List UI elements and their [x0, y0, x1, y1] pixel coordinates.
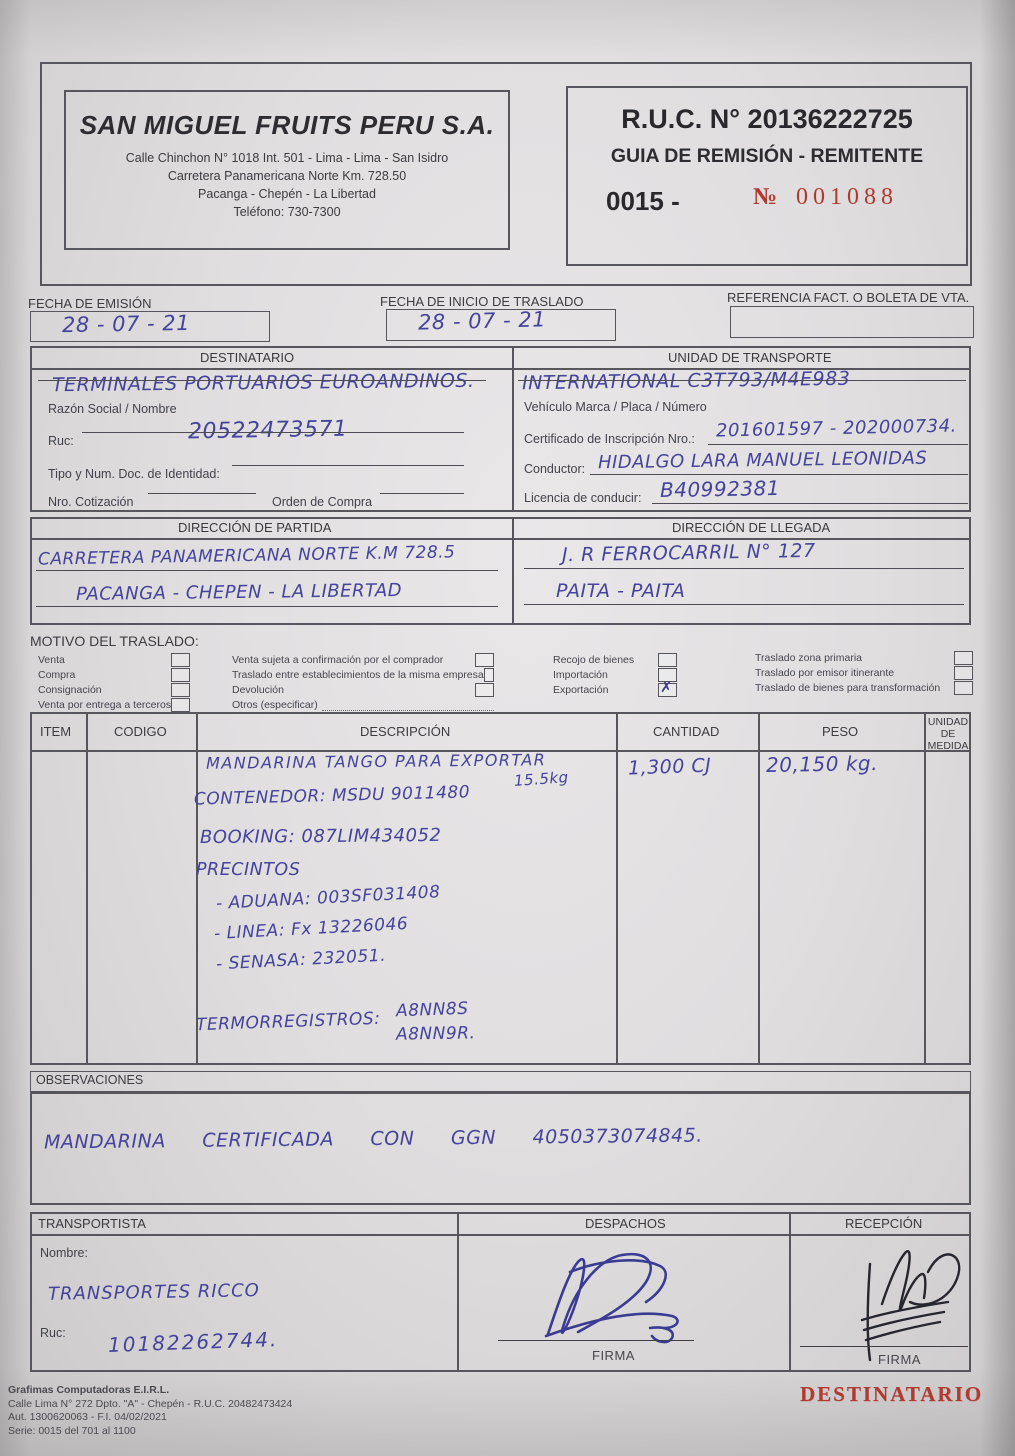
direcciones-header-rule [30, 538, 971, 540]
recepcion-title: RECEPCIÓN [845, 1216, 923, 1231]
ruc-number: R.U.C. N° 20136222725 [621, 104, 913, 134]
partida-line1-value: CARRETERA PANAMERICANA NORTE K.M 728.5 [37, 542, 456, 570]
printer-imprint [8, 1384, 292, 1438]
motivo-option-zona-primaria: Traslado zona primaria [755, 651, 973, 665]
firmas-header-rule [30, 1234, 971, 1236]
licencia-label: Licencia de conducir: [524, 491, 642, 505]
item-descripcion-line2: CONTENEDOR: MSDU 9011480 [193, 782, 471, 810]
venta-terceros-checkbox [171, 698, 190, 712]
despachos-signature [530, 1242, 710, 1352]
doc-identidad-line [232, 465, 464, 466]
company-address-line: Carretera Panamericana Norte Km. 728.50 [167, 169, 407, 183]
item-descripcion-line8: TERMORREGISTROS: [195, 1008, 381, 1036]
referencia-field [730, 306, 974, 338]
item-cantidad-value: 1,300 CJ [627, 754, 712, 780]
referencia-label: REFERENCIA FACT. O BOLETA DE VTA. [727, 290, 970, 305]
licencia-value: B40992381 [659, 475, 781, 503]
motivo-option-recojo: Recojo de bienes [553, 653, 677, 667]
certificado-label: Certificado de Inscripción Nro.: [524, 432, 695, 446]
fecha-inicio-value: 28 - 07 - 21 [417, 307, 547, 335]
despachos-title: DESPACHOS [585, 1216, 666, 1231]
item-descripcion-line8b: A8NN8S [395, 998, 469, 1022]
firmas-divider-1 [457, 1212, 459, 1372]
certificado-value: 201601597 - 202000734. [715, 415, 958, 442]
motivo-option-importacion: Importación [553, 668, 677, 682]
vehiculo-label: Vehículo Marca / Placa / Número [524, 400, 707, 414]
fecha-inicio-label: FECHA DE INICIO DE TRASLADO [380, 294, 584, 309]
destinatario-ruc-label: Ruc: [48, 434, 74, 448]
llegada-line2-value: PAITA - PAITA [556, 580, 686, 602]
llegada-line1-value: J. R FERROCARRIL N° 127 [561, 539, 816, 567]
despachos-firma-line [498, 1340, 694, 1341]
zona-primaria-checkbox [954, 651, 973, 665]
destinatario-title: DESTINATARIO [200, 350, 295, 365]
company-address-line: Pacanga - Chepén - La Libertad [198, 187, 376, 201]
motivo-option-emisor-itinerante: Traslado por emisor itinerante [755, 666, 973, 680]
partida-line2-value: PACANGA - CHEPEN - LA LIBERTAD [75, 580, 403, 605]
transportista-title: TRANSPORTISTA [38, 1216, 146, 1231]
item-descripcion-line3: BOOKING: 087LIM434052 [199, 824, 442, 849]
motivo-option-traslado-establecimientos: Traslado entre establecimientos de la misma empresa [232, 668, 494, 682]
guia-number: 001088 [796, 184, 898, 210]
motivo-option-devolucion: Devolución [232, 683, 494, 697]
motivo-option-venta-sujeta: Venta sujeta a confirmación por el comprador [232, 653, 494, 667]
direcciones-divider [512, 517, 514, 625]
observaciones-value: MANDARINA CERTIFICADA CON GGN 4050373074845. [43, 1124, 703, 1154]
printer-line: Grafimas Computadoras E.I.R.L. [8, 1384, 170, 1396]
consignacion-checkbox [171, 683, 190, 697]
cotizacion-label: Nro. Cotización [48, 495, 134, 509]
motivo-option-compra: Compra [38, 668, 190, 682]
vehiculo-line [518, 380, 966, 381]
direccion-llegada-title: DIRECCIÓN DE LLEGADA [672, 520, 831, 535]
direccion-partida-title: DIRECCIÓN DE PARTIDA [178, 520, 332, 535]
table-header-unidad-medida: UNIDAD DE MEDIDA [927, 716, 969, 752]
llegada-line2-rule [524, 604, 964, 605]
conductor-value: HIDALGO LARA MANUEL LEONIDAS [597, 447, 928, 474]
recepcion-firma-label: FIRMA [878, 1352, 921, 1367]
motivo-option-otros: Otros (especificar) [232, 698, 494, 712]
bienes-transformacion-checkbox [954, 681, 973, 695]
destinatario-ruc-value: 20522473571 [187, 416, 348, 445]
printer-line: Serie: 0015 del 701 al 1100 [8, 1424, 136, 1437]
company-box [64, 90, 510, 250]
destinatario-ruc-line [82, 432, 464, 433]
item-descripcion-line5: - ADUANA: 003SF031408 [215, 882, 441, 914]
destinatario-copy-stamp: DESTINATARIO [800, 1382, 984, 1406]
transportista-ruc-label: Ruc: [40, 1326, 66, 1340]
item-peso-value: 20,150 kg. [765, 751, 879, 777]
item-descripcion-line8c: A8NN9R. [395, 1023, 476, 1045]
razon-social-label: Razón Social / Nombre [48, 402, 177, 416]
llegada-line1-rule [524, 568, 964, 569]
exportacion-checkbox: ✗ [658, 683, 677, 697]
company-name: SAN MIGUEL FRUITS PERU S.A. [79, 110, 495, 140]
orden-compra-label: Orden de Compra [272, 495, 373, 509]
venta-checkbox [171, 653, 190, 667]
item-descripcion-line2-sup: 15.5kg [513, 768, 570, 790]
doc-identidad-label: Tipo y Num. Doc. de Identidad: [48, 467, 220, 481]
table-col-line [758, 712, 760, 1065]
firmas-divider-2 [789, 1212, 791, 1372]
table-col-line [86, 712, 88, 1065]
printer-line: Calle Lima N° 272 Dpto. "A" - Chepén - R.U.C. 20482473424 [8, 1397, 293, 1410]
motivo-option-venta: Venta [38, 653, 190, 667]
printer-line: Aut. 1300620063 - F.I. 04/02/2021 [8, 1411, 167, 1423]
transportista-ruc-value: 10182262744. [107, 1327, 279, 1357]
destinatario-nombre-value: TERMINALES PORTUARIOS EUROANDINOS. [51, 369, 475, 397]
document-title: GUIA DE REMISIÓN - REMITENTE [610, 145, 924, 167]
table-header-peso: PESO [822, 724, 859, 739]
table-header-item: ITEM [40, 724, 72, 739]
fecha-emision-label: FECHA DE EMISIÓN [28, 296, 152, 311]
venta-sujeta-checkbox [475, 653, 494, 667]
partida-line2-rule [36, 606, 498, 607]
table-col-line [616, 712, 618, 1065]
unidad-transporte-title: UNIDAD DE TRANSPORTE [668, 350, 832, 365]
series-number: 0015 - [606, 186, 680, 216]
destinatario-nombre-line [38, 380, 486, 381]
destinatario-transporte-divider [512, 346, 514, 512]
motivo-option-bienes-transformacion: Traslado de bienes para transformación [755, 681, 973, 695]
despachos-firma-label: FIRMA [592, 1348, 635, 1363]
item-descripcion-line4: PRECINTOS [196, 860, 301, 880]
item-descripcion-line6: - LINEA: Fx 13226046 [213, 913, 409, 945]
item-descripcion-line7: - SENASA: 232051. [215, 945, 387, 975]
numero-sign: № [753, 184, 780, 210]
transportista-nombre-label: Nombre: [40, 1246, 88, 1260]
transportista-nombre-value: TRANSPORTES RICCO [47, 1280, 261, 1305]
conductor-label: Conductor: [524, 462, 586, 476]
recepcion-firma-line [800, 1346, 968, 1347]
table-col-line [924, 712, 926, 1065]
table-header-cantidad: CANTIDAD [653, 724, 720, 739]
licencia-line [652, 503, 968, 504]
emisor-itinerante-checkbox [954, 666, 973, 680]
observaciones-title: OBSERVACIONES [36, 1073, 144, 1087]
compra-checkbox [171, 668, 190, 682]
motivo-title: MOTIVO DEL TRASLADO: [30, 633, 199, 649]
partida-line1-rule [36, 570, 498, 571]
observaciones-strip [30, 1071, 971, 1092]
orden-compra-line [380, 493, 464, 494]
certificado-line [708, 444, 968, 445]
vehiculo-value: INTERNATIONAL C3T793/M4E983 [521, 367, 851, 395]
document-id-box [566, 86, 968, 266]
motivo-option-consignacion: Consignación [38, 683, 190, 697]
traslado-establecimientos-checkbox [484, 668, 494, 682]
devolucion-checkbox [475, 683, 494, 697]
table-header-codigo: CODIGO [114, 724, 167, 739]
fecha-emision-value: 28 - 07 - 21 [61, 310, 191, 338]
table-col-line [196, 712, 198, 1065]
motivo-option-exportacion: Exportación ✗ [553, 683, 677, 697]
cotizacion-line [148, 493, 256, 494]
company-address-line: Teléfono: 730-7300 [233, 205, 341, 219]
recojo-checkbox [658, 653, 677, 667]
table-header-descripcion: DESCRIPCIÓN [360, 724, 451, 739]
motivo-option-venta-terceros: Venta por entrega a terceros [38, 698, 190, 712]
otros-dotted-line [322, 700, 494, 711]
conductor-line [590, 474, 968, 475]
item-descripcion-line1: MANDARINA TANGO PARA EXPORTAR [205, 750, 547, 773]
company-address-line: Calle Chinchon N° 1018 Int. 501 - Lima - Lima - San Isidro [125, 151, 449, 165]
